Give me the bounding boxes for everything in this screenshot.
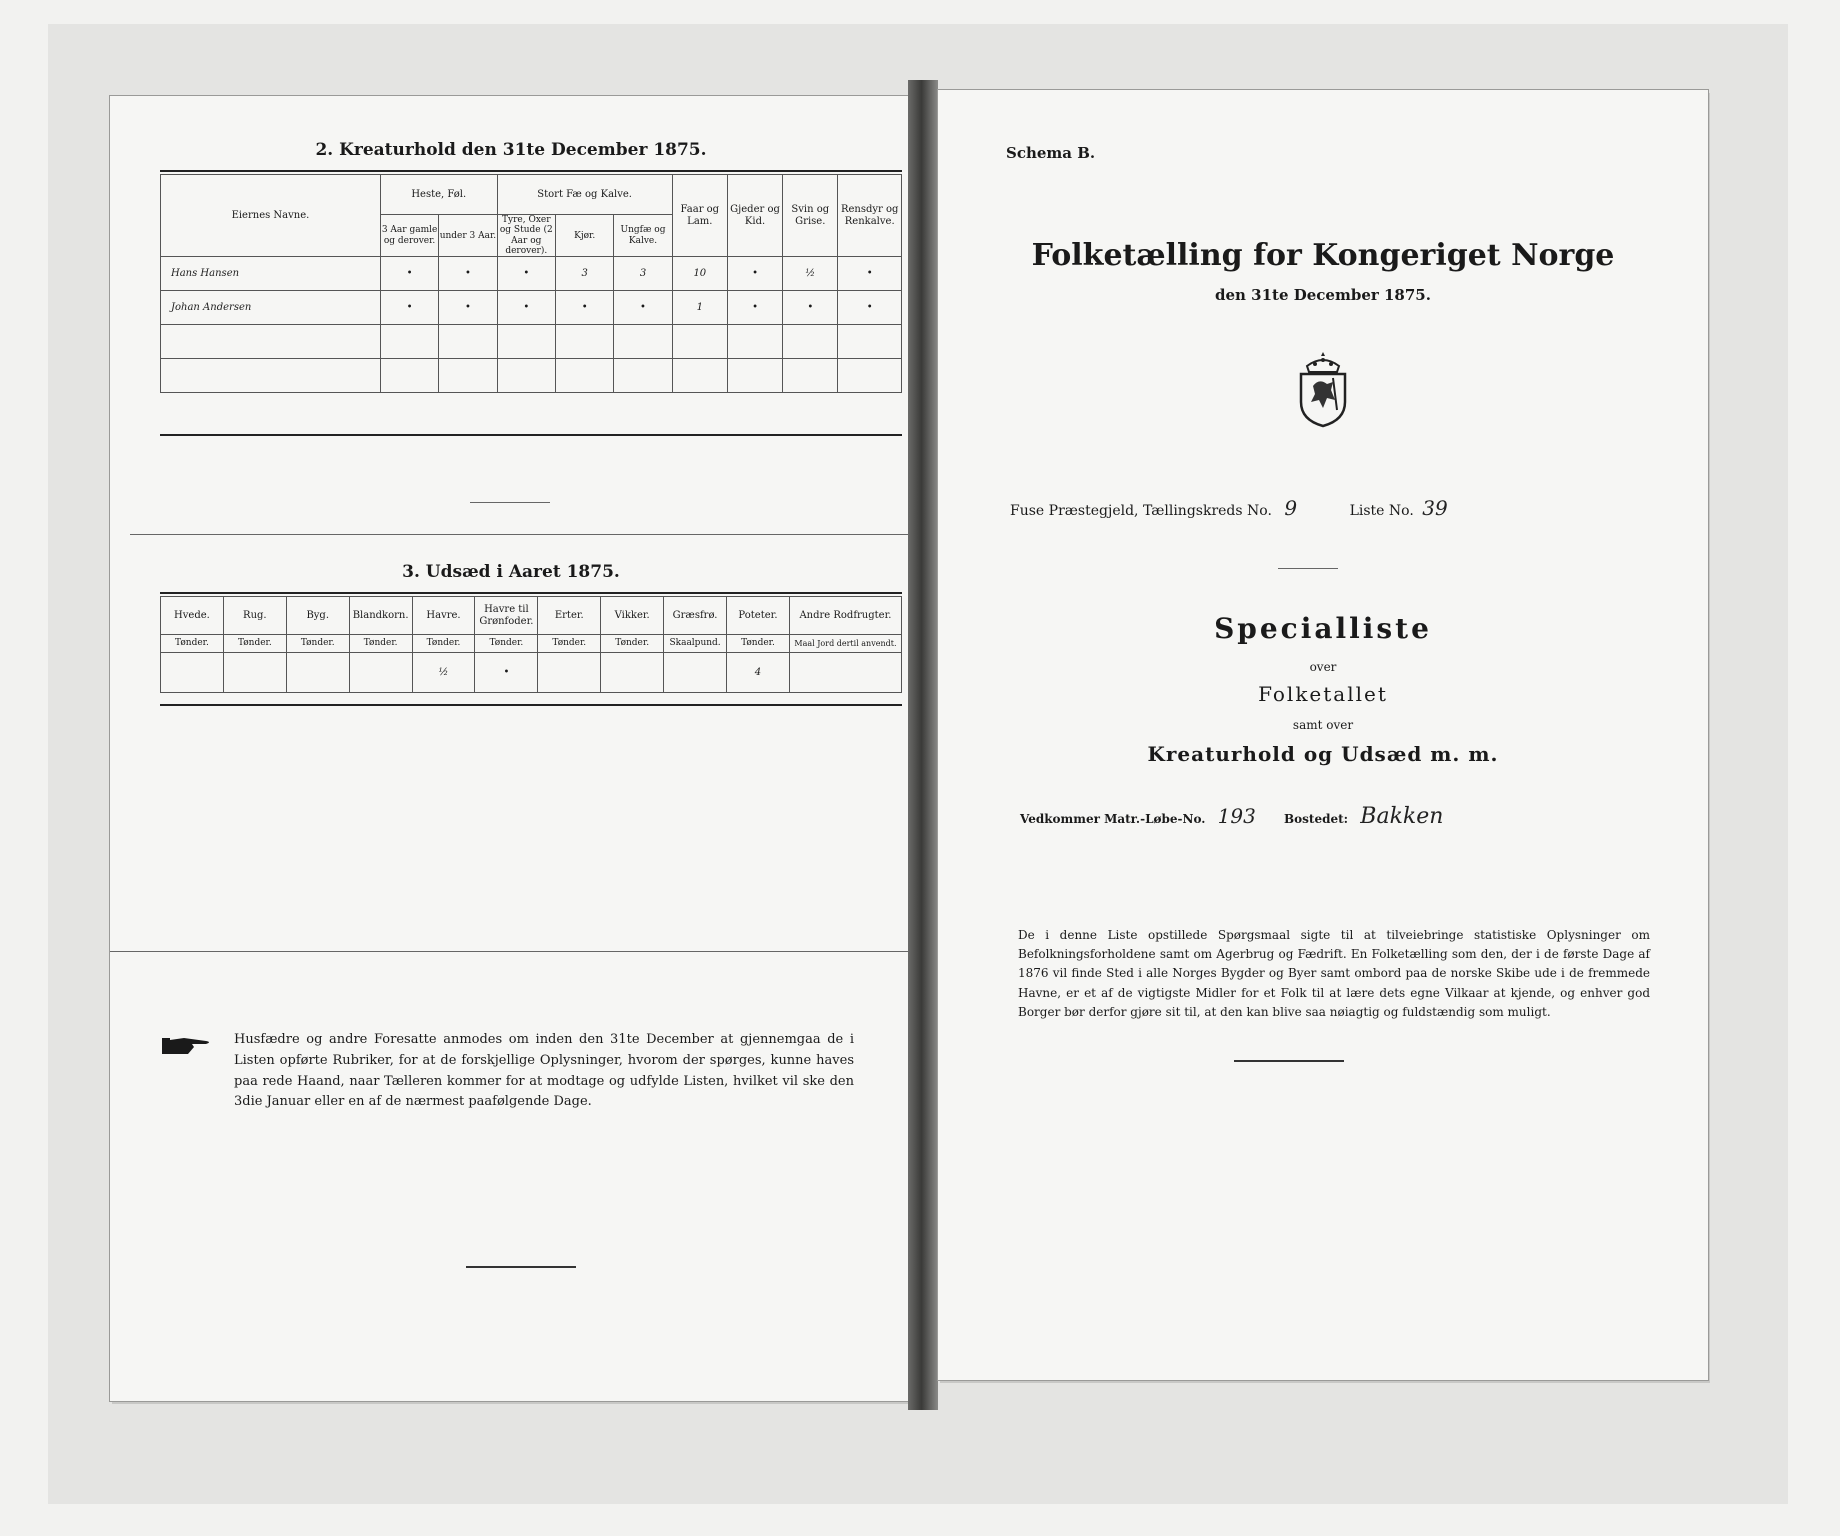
grp-stort-fae: Stort Fæ og Kalve.: [497, 175, 672, 215]
fold-line-lower: [110, 951, 912, 952]
cell: •: [439, 257, 497, 291]
owner-name: Hans Hansen: [161, 257, 381, 291]
col-kjor: Kjør.: [555, 215, 613, 257]
cell: •: [838, 291, 902, 325]
udsaed-value: •: [475, 653, 538, 693]
udsaed-header: Havre.: [412, 597, 475, 635]
col-gjeder: Gjeder og Kid.: [727, 175, 782, 257]
kreaturhold-title: 2. Kreaturhold den 31te December 1875.: [315, 140, 707, 160]
cell: •: [783, 291, 838, 325]
udsaed-value: [601, 653, 664, 693]
owner-name: Johan Andersen: [161, 291, 381, 325]
table-row: [161, 359, 902, 393]
col-tyre: Tyre, Oxer og Stude (2 Aar og derover).: [497, 215, 555, 257]
folketallet-text: Folketallet: [1258, 682, 1388, 706]
cell: •: [614, 291, 672, 325]
top-rule: [160, 170, 902, 172]
matr-number: 193: [1217, 804, 1256, 828]
udsaed-value: [789, 653, 901, 693]
footer-text: De i denne Liste opstillede Spørgsmaal sigte til at tilveiebringe statistiske Oplysninger om Befolkningsforholdene samt om Agerbrug og Fædrift. En Folketælling som den, der i de første Dage af 1876 vil finde Sted i alle Norges Bygder og Byer samt ombord paa de norske Skibe ude i de fremmede Havne, er et af de vigtigste Midler for et Folk til at lære dets egne Vilkaar at kjende, og enhver god Borger bør derfor gjøre sit til, at den kan blive saa nøiagtig og fuldstændig som muligt.: [1018, 928, 1650, 1019]
pointing-hand-icon: [162, 1034, 214, 1058]
samt-over-text: samt over: [1292, 718, 1354, 732]
udsaed-header: Byg.: [286, 597, 349, 635]
udsaed-unit: Tønder.: [727, 635, 790, 653]
kreaturhold-udsaed-text: Kreaturhold og Udsæd m. m.: [1147, 742, 1499, 766]
cell: •: [727, 291, 782, 325]
kreaturhold-bottom-rule: [160, 434, 902, 436]
udsaed-header: Poteter.: [727, 597, 790, 635]
fold-line: [130, 534, 912, 535]
prestegjeld-name: Fuse: [1010, 503, 1045, 519]
cell: •: [380, 291, 438, 325]
udsaed-header: Rug.: [223, 597, 286, 635]
udsaed-title: 3. Udsæd i Aaret 1875.: [402, 562, 620, 582]
udsaed-value: ½: [412, 653, 475, 693]
udsaed-header: Græsfrø.: [664, 597, 727, 635]
liste-number: 39: [1422, 496, 1448, 520]
prestegjeld-label: Præstegjeld,: [1048, 503, 1139, 519]
divider: [1278, 568, 1338, 569]
udsaed-header: Havre til Grønfoder.: [475, 597, 538, 635]
norwegian-coat-of-arms-icon: [1293, 350, 1353, 428]
cell: 3: [614, 257, 672, 291]
cell: •: [497, 291, 555, 325]
udsaed-unit: Skaalpund.: [664, 635, 727, 653]
udsaed-value: [161, 653, 224, 693]
udsaed-value: [286, 653, 349, 693]
cell: 1: [672, 291, 727, 325]
divider: [470, 502, 550, 503]
udsaed-value: [538, 653, 601, 693]
bosted-label: Bostedet:: [1284, 812, 1349, 826]
main-date: den 31te December 1875.: [1215, 286, 1431, 304]
cell: •: [555, 291, 613, 325]
udsaed-unit: Tønder.: [286, 635, 349, 653]
cell: •: [380, 257, 438, 291]
udsaed-unit: Tønder.: [349, 635, 412, 653]
udsaed-value: [223, 653, 286, 693]
grp-heste: Heste, Føl.: [380, 175, 497, 215]
cell: •: [497, 257, 555, 291]
book-spine: [908, 80, 938, 1410]
matrikkel-line: [1020, 804, 1443, 829]
table-row: [161, 291, 902, 325]
col-heste-under3: under 3 Aar.: [439, 215, 497, 257]
over-text: over: [1309, 660, 1337, 674]
udsaed-value: [349, 653, 412, 693]
matr-label: Vedkommer Matr.-Løbe-No.: [1020, 812, 1206, 826]
udsaed-header: Hvede.: [161, 597, 224, 635]
cell: •: [439, 291, 497, 325]
divider-bottom: [1234, 1060, 1344, 1062]
cell: •: [727, 257, 782, 291]
col-heste-3plus: 3 Aar gamle og derover.: [380, 215, 438, 257]
table-row: [161, 325, 902, 359]
col-svin: Svin og Grise.: [783, 175, 838, 257]
udsaed-header: Erter.: [538, 597, 601, 635]
udsaed-value: [664, 653, 727, 693]
specialliste-title: Specialliste: [1214, 612, 1432, 645]
udsaed-unit: Tønder.: [161, 635, 224, 653]
udsaed-unit: Tønder.: [475, 635, 538, 653]
udsaed-unit: Maal Jord dertil anvendt.: [789, 635, 901, 653]
cell: 10: [672, 257, 727, 291]
kreaturhold-table: [160, 174, 902, 393]
main-title: Folketælling for Kongeriget Norge: [1031, 238, 1615, 273]
schema-label: Schema B.: [1006, 144, 1096, 162]
col-owner: Eiernes Navne.: [161, 175, 381, 257]
udsaed-header: Blandkorn.: [349, 597, 412, 635]
udsaed-table: [160, 596, 902, 693]
kreds-label: Tællingskreds No.: [1142, 503, 1272, 519]
col-faar: Faar og Lam.: [672, 175, 727, 257]
udsaed-unit: Tønder.: [601, 635, 664, 653]
udsaed-bottom-rule: [160, 704, 902, 706]
udsaed-unit: Tønder.: [412, 635, 475, 653]
bosted-value: Bakken: [1360, 804, 1444, 829]
cell: 3: [555, 257, 613, 291]
divider-bottom: [466, 1266, 576, 1268]
cell: ½: [783, 257, 838, 291]
liste-label: Liste No.: [1349, 503, 1414, 519]
udsaed-unit: Tønder.: [538, 635, 601, 653]
cell: •: [838, 257, 902, 291]
col-ungfae: Ungfæ og Kalve.: [614, 215, 672, 257]
kreds-number: 9: [1284, 496, 1298, 520]
col-rensdyr: Rensdyr og Renkalve.: [838, 175, 902, 257]
right-page: [938, 90, 1708, 1380]
notice-text: Husfædre og andre Foresatte anmodes om inden den 31te December at gjennemgaa de i Listen opførte Rubriker, for at de forskjellige Oplysninger, hvorom der spørges, kunne haves paa rede Haand, naar Tælleren kommer for at modtage og udfylde Listen, hvilket vil ske den 3die Januar eller en af de nærmest paafølgende Dage.: [234, 1032, 854, 1110]
udsaed-header: Vikker.: [601, 597, 664, 635]
udsaed-header: Andre Rodfrugter.: [789, 597, 901, 635]
left-page: [110, 96, 912, 1401]
udsaed-top-rule: [160, 592, 902, 594]
prestegjeld-line: [1010, 496, 1448, 520]
udsaed-value: 4: [727, 653, 790, 693]
udsaed-unit: Tønder.: [223, 635, 286, 653]
table-row: [161, 257, 902, 291]
